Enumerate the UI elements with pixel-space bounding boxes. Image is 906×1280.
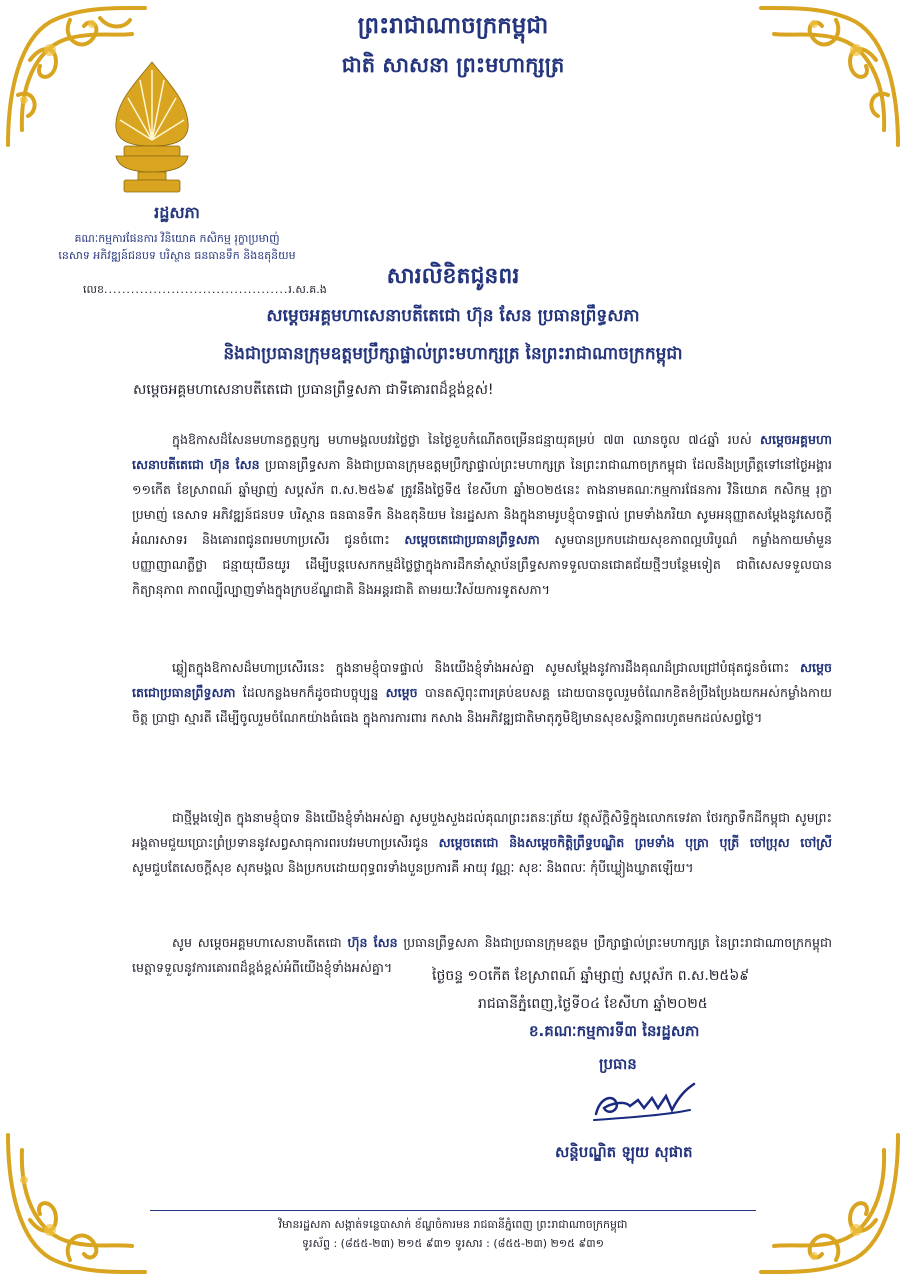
sender-organization: រដ្ឋសភា [154,203,200,222]
p3-text-a: ជាថ្មីម្តងទៀត ក្នុងនាមខ្ញុំបាទ និងយើងខ្ញុំទាំងអស់គ្នា សូមបួងសួងដល់គុណព្រះរតនៈត្រ័យ វត្ថុស័ក្តិសិទ្ធិក្នុងលោកទេវតា ថែរក្សាទឹកដីកម្ពុជា សូមព្រះអង្គតាមជួយប្រោះព្រំប្រទាននូវសព្វសាធុការពរបវរមហាប្រសើរជូន [132,810,832,850]
p2-highlight-1: សម្តេចតេជោប្រធានព្រឹទ្ធសភា [132,660,832,700]
p3-text-b: សូមជួបតែសេចក្តីសុខ សុភមង្គល និងប្រកបដោយពុទ្ធពរទាំងបួនប្រការគឺ អាយុ វណ្ណៈ សុខៈ និងពលៈ កុំបីឃ្លៀងឃ្លាតឡើយ។ [132,860,694,875]
p4-text-b: ប្រធានព្រឹទ្ធសភា និងជាប្រធានក្រុមឧត្តម ប្រឹក្សាផ្ទាល់ព្រះមហាក្សត្រ នៃព្រះរាជាណាចក្រកម្ពុជា មេត្តាទទួលនូវការគោរពដ៏ខ្ពង់ខ្ពស់អំពីយើងខ្ញុំទាំងអស់គ្នា។ [132,935,832,975]
p3-highlight-1: សម្តេចតេជោ និងសម្តេចកិត្តិព្រឹទ្ធបណ្ឌិត ព្រមទាំង បុត្រា បុត្រី ចៅប្រុស ចៅស្រី [438,835,832,850]
committee-line-1: គណៈកម្មការផែនការ វិនិយោគ កសិកម្ម រុក្ខាប្រមាញ់ [74,232,280,245]
footer-address: វិមានរដ្ឋសភា សង្កាត់ទន្លេបាសាក់ ខ័ណ្ឌចំការមន រាជធានីភ្នំពេញ ព្រះរាជាណាចក្រកម្ពុជា [278,1218,628,1231]
signatory-name: សន្តិបណ្ឌិត ឡុយ សុផាត [555,1143,693,1161]
ref-dots: ......................................... [103,283,289,296]
committee-line-2: នេសាទ អភិវឌ្ឍន៍ជនបទ បរិស្ថាន ធនធានទឹក និងឧតុនិយម [58,249,296,262]
p1-highlight-2: សម្តេចតេជោប្រធានព្រឹទ្ធសភា [404,532,540,547]
ref-prefix: លេខ [83,283,104,296]
lunar-date: ថ្ងៃចន្ទ ១០កើត ខែស្រាពណ៍ ឆ្នាំម្សាញ់ សប្តស័ក ព.ស.២៥៦៩ [432,968,750,984]
place-date: រាជធានីភ្នំពេញ,ថ្ងៃទី០៤ ខែសីហា ឆ្នាំ២០២៥ [478,996,708,1012]
sender-block [52,202,302,264]
p2-text-a: ឆ្លៀតក្នុងឱកាសដ៏មហាប្រសើរនេះ ក្នុងនាមខ្ញុំបាទផ្ទាល់ និងយើងខ្ញុំទាំងអស់គ្នា សូមសម្តែងនូវការដឹងគុណដ៏ជ្រាលជ្រៅបំផុតជូនចំពោះ [172,660,801,675]
signatory-role: ប្រធាន [599,1055,637,1073]
paragraph-3 [132,805,832,880]
ref-suffix: រ.ស.គ.ង [288,283,327,296]
p2-highlight-2: សម្តេច [385,685,418,700]
p4-highlight-1: ហ៊ុន សែន [347,935,398,950]
paragraph-2 [132,655,832,730]
p1-text-c: សូមបានប្រកបដោយសុខភាពល្អបរិបូណ៌ កម្លាំងកាយមាំមួន បញ្ញាញាណភ្លឺថ្លា ជន្មាយុយឺនយូរ ដើម្បីបន្តបេសកកម្មដ៏ថ្លៃថ្លាក្នុងការដឹកនាំស្ថាប័នព្រឹទ្ធសភាទទួលបានជោគជ័យថ្មីៗបន្ថែមទៀត ជាពិសេសទទួលបានកិត្យានុភាព ភាពល្បីល្បាញទាំងក្នុងក្របខ័ណ្ឌជាតិ និងអន្តរជាតិ តាមរយៈវិស័យការទូតសភា។ [132,532,832,597]
letter-title: សារលិខិតជូនពរ [386,264,520,289]
national-motto: ជាតិ សាសនា ព្រះមហាក្សត្រ [341,53,565,77]
on-behalf-of: ខ.គណៈកម្មការទី៣ នៃរដ្ឋសភា [529,1022,700,1040]
corner-ornament-icon [756,1130,906,1280]
national-assembly-emblem-icon [106,60,198,196]
p4-text-a: សូម សម្តេចអគ្គមហាសេនាបតីតេជោ [172,935,348,950]
signature-icon [590,1080,700,1126]
kingdom-title: ព្រះរាជាណាចក្រកម្ពុជា [357,13,549,39]
p1-text-a: ក្នុងឱកាសដ៏សែនមហានក្ខត្តឫក្ស មហាមង្គលបវរថ្លៃថ្លា នៃថ្ងៃខួបកំណើតចម្រើនជន្មាយុគម្រប់ ៧៣ ឈានចូល ៧៤ឆ្នាំ របស់ [172,432,761,447]
recipient-line-2: និងជាប្រធានក្រុមឧត្តមប្រឹក្សាផ្ទាល់ព្រះមហាក្សត្រ នៃព្រះរាជាណាចក្រកម្ពុជា [223,344,683,364]
p2-text-b: ដែលកន្លងមកក៏ដូចជាបច្ចុប្បន្ន [235,685,386,700]
p1-text-b: ប្រធានព្រឹទ្ធសភា និងជាប្រធានក្រុមឧត្តមប្រឹក្សាផ្ទាល់ព្រះមហាក្សត្រ នៃព្រះរាជាណាចក្រកម្ពុជា ដែលនឹងប្រព្រឹត្តទៅនៅថ្ងៃអង្គារ ១១កើត ខែស្រាពណ៍ ឆ្នាំម្សាញ់ សប្តស័ក ព.ស.២៥៦៩ ត្រូវនឹងថ្ងៃទី៥ ខែសីហា ឆ្នាំ២០២៥នេះ តាងនាមគណៈកម្មការផែនការ វិនិយោគ កសិកម្ម រុក្ខាប្រមាញ់ នេសាទ អភិវឌ្ឍន៍ជនបទ បរិស្ថាន ធនធានទឹក និងឧតុនិយម នៃរដ្ឋសភា និងក្នុងនាមរូបខ្ញុំបាទផ្ទាល់ ព្រមទាំងភរិយា សូមអនុញ្ញាតសម្តែងនូវសេចក្តី អំណរសាទរ និងគោរពជូនពរមហាប្រសើរ ជូនចំពោះ [132,457,832,547]
recipient-line-1: សម្តេចអគ្គមហាសេនាបតីតេជោ ហ៊ុន សែន ប្រធានព្រឹទ្ធសភា [266,306,640,326]
paragraph-1 [132,427,832,602]
salutation: សម្តេចអគ្គមហាសេនាបតីតេជោ ប្រធានព្រឹទ្ធសភា ជាទីគោរពដ៏ខ្ពង់ខ្ពស់! [133,382,494,398]
footer-divider [150,1210,756,1211]
footer-phones: ទូរស័ព្ទ : (៨៥៥-២៣) ២១៥ ៩៣១ ទូរសារ : (៨៥៥-២៣) ២១៥ ៩៣១ [302,1237,604,1250]
p1-highlight-1: សម្តេចអគ្គមហាសេនាបតីតេជោ ហ៊ុន សែន [132,432,832,472]
p2-text-c: បានតស៊ូពុះពារគ្រប់ឧបសគ្គ ដោយបានចូលរួមចំណែកខិតខំប្រឹងប្រែងយកអស់កម្លាំងកាយចិត្ត ប្រាជ្ញា ស្មារតី ដើម្បីចូលរួមចំណែកយ៉ាងធំធេង ក្នុងការការពារ កសាង និងអភិវឌ្ឍជាតិមាតុភូមិឱ្យមានសុខសន្តិភាពរហូតមកដល់សព្វថ្ងៃ។ [132,685,832,725]
corner-ornament-icon [0,1130,150,1280]
